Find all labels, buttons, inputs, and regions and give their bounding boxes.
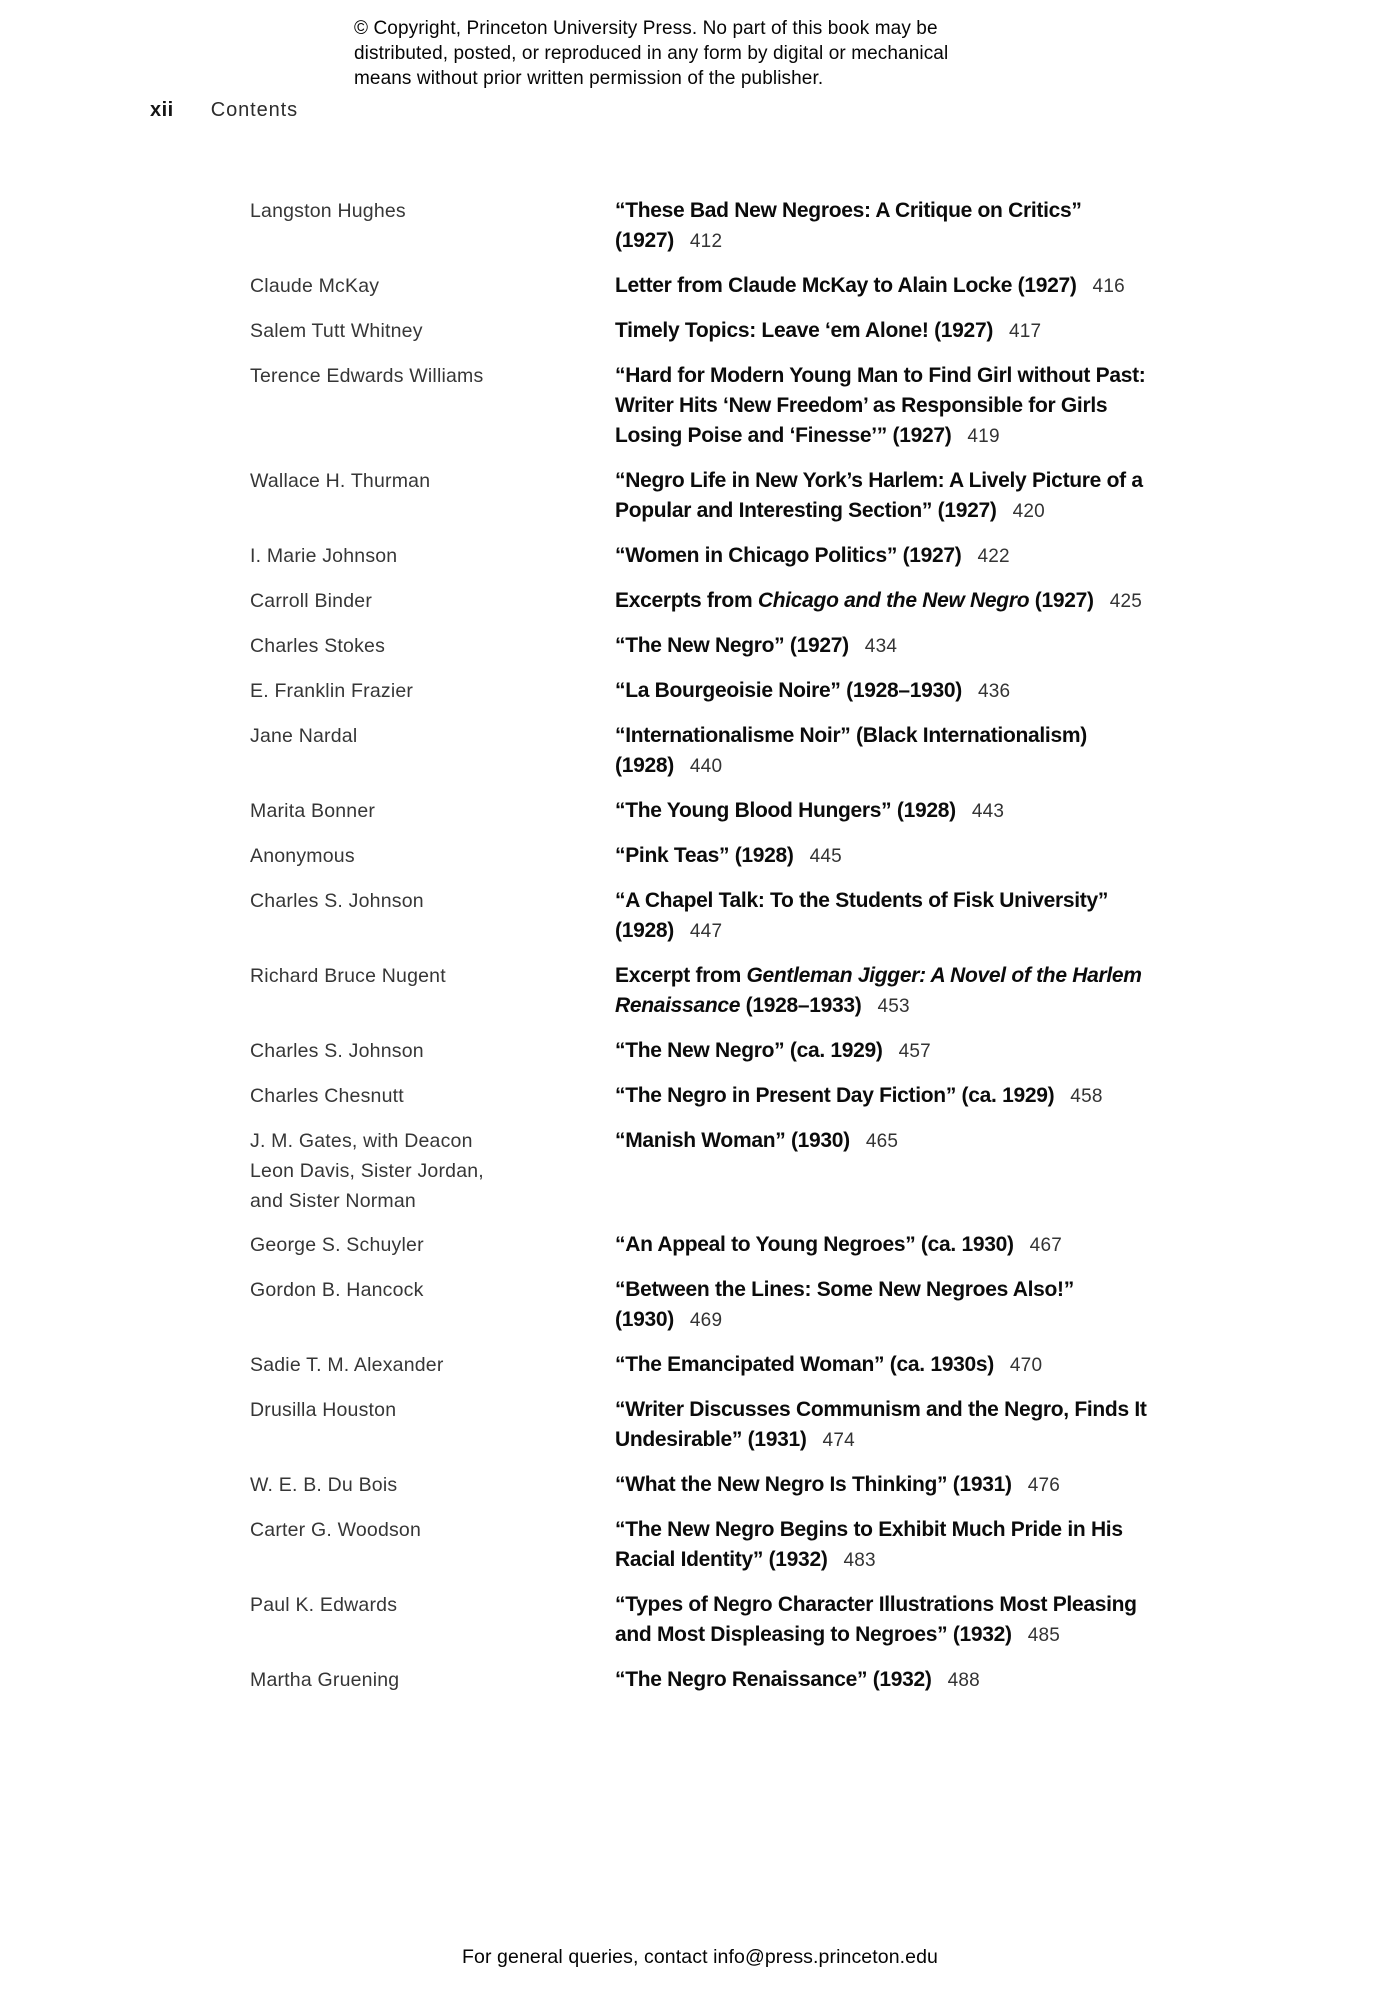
toc-author-line: Sadie T. M. Alexander (250, 1354, 444, 1376)
copyright-line: © Copyright, Princeton University Press. No part of this book may be (354, 18, 938, 39)
toc-author (250, 886, 615, 916)
toc-title-line (615, 1350, 1042, 1381)
toc-title-line (615, 796, 1004, 827)
toc-entry (250, 316, 1210, 347)
toc-author (250, 721, 615, 751)
toc-author-line: Claude McKay (250, 275, 380, 297)
toc-author-line: Leon Davis, Sister Jordan, (250, 1160, 484, 1182)
toc-title-text: (1927) (615, 229, 674, 252)
toc-title-text: “The Young Blood Hungers” (1928) (615, 799, 956, 822)
toc-page-number: 469 (689, 1310, 723, 1331)
toc-title-text: “Manish Woman” (1930) (615, 1129, 850, 1152)
toc-entry (250, 721, 1210, 782)
toc-title (615, 631, 897, 662)
toc-title-line (615, 316, 1041, 347)
toc-title (615, 841, 842, 872)
copyright-line: distributed, posted, or reproduced in any form by digital or mechanical (354, 43, 949, 64)
toc-page-number: 476 (1027, 1475, 1060, 1496)
toc-page-number: 440 (689, 756, 723, 777)
toc-entry (250, 1470, 1210, 1501)
toc-title-text: “The New Negro” (1927) (615, 634, 849, 657)
toc-title-text: Racial Identity” (1932) (615, 1548, 828, 1571)
toc-title-text: Letter from Claude McKay to Alain Locke (1927) (615, 274, 1077, 297)
toc-title-text: “These Bad New Negroes: A Critique on Critics” (615, 199, 1082, 222)
toc-title-text: “Pink Teas” (1928) (615, 844, 794, 867)
toc-entry (250, 1036, 1210, 1067)
toc-title-text: “The Negro in Present Day Fiction” (ca. 1929) (615, 1084, 1055, 1107)
toc-title-text: “The Negro Renaissance” (1932) (615, 1668, 932, 1691)
toc-entry (250, 676, 1210, 707)
toc-title-line (615, 541, 1010, 572)
toc-title-line (615, 1425, 1147, 1456)
toc-page-number: 453 (877, 996, 910, 1017)
toc-title-text: “Types of Negro Character Illustrations Most Pleasing (615, 1593, 1137, 1616)
toc-author (250, 1515, 615, 1545)
toc-title (615, 1395, 1147, 1456)
toc-author-line: Charles S. Johnson (250, 1040, 424, 1062)
section-title: Contents (210, 99, 298, 121)
toc-title (615, 1230, 1062, 1261)
toc-title-line (615, 196, 1082, 226)
toc-title-line (615, 391, 1145, 421)
toc-author-line: Paul K. Edwards (250, 1594, 398, 1616)
toc-author (250, 676, 615, 706)
toc-entry (250, 1590, 1210, 1651)
toc-page-number: 417 (1009, 321, 1042, 342)
toc-author (250, 541, 615, 571)
toc-entry (250, 466, 1210, 527)
copyright-line: means without prior written permission of the publisher. (354, 68, 824, 89)
toc-title-text: “Hard for Modern Young Man to Find Girl without Past: (615, 364, 1146, 387)
toc-title-text: (1927) (1029, 589, 1094, 612)
toc-entry (250, 361, 1210, 452)
toc-title-text: “The New Negro Begins to Exhibit Much Pride in His (615, 1518, 1123, 1541)
toc-entry (250, 796, 1210, 827)
toc-entry (250, 196, 1210, 257)
toc-page-number: 422 (977, 546, 1010, 567)
toc-title-text: Losing Poise and ‘Finesse’” (1927) (615, 424, 952, 447)
toc-title (615, 271, 1125, 302)
copyright-notice (354, 16, 948, 91)
toc-title (615, 676, 1010, 707)
toc-author (250, 796, 615, 826)
toc-author (250, 1590, 615, 1620)
toc-title-text: Excerpt from (615, 964, 747, 987)
toc-title-text: Writer Hits ‘New Freedom’ as Responsible for Girls (615, 394, 1108, 417)
toc-page-number: 467 (1029, 1235, 1062, 1256)
toc-page-number: 470 (1009, 1355, 1043, 1376)
toc-title-text: “La Bourgeoisie Noire” (1928–1930) (615, 679, 962, 702)
toc-page-number: 485 (1027, 1625, 1061, 1646)
toc-title-text: (1928) (615, 919, 674, 942)
toc-title (615, 886, 1108, 947)
toc-author-line: Carroll Binder (250, 590, 373, 612)
toc-title-line (615, 226, 1082, 257)
toc-title-text: Popular and Interesting Section” (1927) (615, 499, 997, 522)
toc-author (250, 1230, 615, 1260)
toc-title-text: “The New Negro” (ca. 1929) (615, 1039, 883, 1062)
toc-title-text: and Most Displeasing to Negroes” (1932) (615, 1623, 1012, 1646)
toc-author (250, 1036, 615, 1066)
toc-entry (250, 631, 1210, 662)
toc-page-number: 412 (689, 231, 723, 252)
toc-title-line (615, 721, 1087, 751)
toc-title-line (615, 631, 897, 662)
toc-title-line (615, 466, 1143, 496)
toc-page-number: 474 (822, 1430, 855, 1451)
toc-page-number: 419 (967, 426, 1000, 447)
toc-title-text: “Women in Chicago Politics” (1927) (615, 544, 962, 567)
toc-entry (250, 886, 1210, 947)
toc-title (615, 1350, 1042, 1381)
toc-title (615, 1665, 980, 1696)
toc-title (615, 1126, 898, 1157)
toc-title-line (615, 841, 842, 872)
toc-author (250, 1665, 615, 1695)
toc-entry (250, 586, 1210, 617)
toc-title-italic-text: Chicago and the New Negro (757, 589, 1030, 612)
toc-author (250, 1395, 615, 1425)
toc-page-number: 420 (1012, 501, 1045, 522)
toc-entry (250, 841, 1210, 872)
toc-page-number: 425 (1109, 591, 1142, 612)
toc-title-line (615, 586, 1142, 617)
toc-title-text: Undesirable” (1931) (615, 1428, 807, 1451)
toc-entry (250, 961, 1210, 1022)
toc-author (250, 1081, 615, 1111)
toc-title-text: (1928) (615, 754, 674, 777)
toc-title (615, 1515, 1123, 1576)
toc-author (250, 586, 615, 616)
toc-title-line (615, 1305, 1074, 1336)
toc-title-line (615, 751, 1087, 782)
toc-page-number: 488 (947, 1670, 980, 1691)
toc-author-line: W. E. B. Du Bois (250, 1474, 398, 1496)
toc-list (250, 196, 1210, 1710)
toc-title-text: “Internationalisme Noir” (Black Internationalism) (615, 724, 1087, 747)
toc-title-italic-text: Renaissance (615, 994, 741, 1017)
toc-entry (250, 1665, 1210, 1696)
toc-title-text: “What the New Negro Is Thinking” (1931) (615, 1473, 1012, 1496)
toc-title-text: “Writer Discusses Communism and the Negro, Finds It (615, 1398, 1147, 1421)
toc-title-line (615, 916, 1108, 947)
toc-title-line (615, 421, 1145, 452)
toc-author-line: George S. Schuyler (250, 1234, 424, 1256)
toc-author (250, 361, 615, 391)
toc-title-line (615, 496, 1143, 527)
toc-title-text: “Between the Lines: Some New Negroes Also!” (615, 1278, 1074, 1301)
toc-author-line: Marita Bonner (250, 800, 376, 822)
toc-title (615, 1081, 1103, 1112)
page-folio: xii (150, 99, 174, 121)
toc-author-line: Wallace H. Thurman (250, 470, 431, 492)
toc-author (250, 961, 615, 991)
toc-entry (250, 1081, 1210, 1112)
toc-author (250, 1350, 615, 1380)
toc-author-line: Jane Nardal (250, 725, 358, 747)
toc-author (250, 1126, 615, 1216)
toc-entry (250, 271, 1210, 302)
toc-author (250, 841, 615, 871)
toc-author (250, 1275, 615, 1305)
toc-title-text: (1928–1933) (740, 994, 862, 1017)
toc-title (615, 541, 1010, 572)
toc-author-line: I. Marie Johnson (250, 545, 398, 567)
toc-title (615, 196, 1082, 257)
toc-author-line: Anonymous (250, 845, 355, 867)
toc-page-number: 443 (971, 801, 1005, 822)
toc-title-line (615, 886, 1108, 916)
toc-title-line (615, 991, 1142, 1022)
toc-title-line (615, 961, 1142, 991)
toc-entry (250, 1275, 1210, 1336)
toc-page-number: 436 (977, 681, 1011, 702)
toc-author-line: Martha Gruening (250, 1669, 400, 1691)
toc-author-line: and Sister Norman (250, 1190, 416, 1212)
toc-title (615, 466, 1143, 527)
toc-title-italic-text: Gentleman Jigger: A Novel of the Harlem (746, 964, 1142, 987)
toc-title-line (615, 1126, 898, 1157)
toc-author (250, 316, 615, 346)
toc-title-line (615, 1665, 980, 1696)
toc-title-text: “Negro Life in New York’s Harlem: A Lively Picture of a (615, 469, 1143, 492)
toc-page-number: 445 (809, 846, 842, 867)
toc-title-text: (1930) (615, 1308, 674, 1331)
toc-title-line (615, 676, 1010, 707)
toc-title-line (615, 1395, 1147, 1425)
toc-title (615, 1275, 1074, 1336)
toc-author (250, 271, 615, 301)
toc-page-number: 447 (689, 921, 723, 942)
toc-title-line (615, 1081, 1103, 1112)
toc-title-line (615, 361, 1145, 391)
toc-title (615, 316, 1041, 347)
toc-title-text: Excerpts from (615, 589, 758, 612)
toc-title-text: Timely Topics: Leave ‘em Alone! (1927) (615, 319, 994, 342)
toc-author-line: Charles Stokes (250, 635, 386, 657)
toc-author-line: J. M. Gates, with Deacon (250, 1130, 473, 1152)
toc-title-line (615, 1230, 1062, 1261)
toc-author-line: Carter G. Woodson (250, 1519, 422, 1541)
toc-author (250, 466, 615, 496)
toc-title-text: “An Appeal to Young Negroes” (ca. 1930) (615, 1233, 1014, 1256)
toc-title-line (615, 1590, 1137, 1620)
toc-author-line: Charles Chesnutt (250, 1085, 404, 1107)
toc-page-number: 457 (898, 1041, 931, 1062)
toc-entry (250, 1395, 1210, 1456)
toc-title-line (615, 1036, 931, 1067)
toc-author (250, 1470, 615, 1500)
toc-entry (250, 1515, 1210, 1576)
toc-page-number: 458 (1070, 1086, 1103, 1107)
toc-title (615, 721, 1087, 782)
toc-title (615, 796, 1004, 827)
toc-title-line (615, 1620, 1137, 1651)
toc-entry (250, 1230, 1210, 1261)
toc-title (615, 586, 1142, 617)
toc-page-number: 483 (843, 1550, 876, 1571)
toc-entry (250, 1126, 1210, 1216)
toc-author-line: Richard Bruce Nugent (250, 965, 446, 987)
toc-title (615, 1036, 931, 1067)
running-header (150, 99, 298, 122)
toc-author-line: Charles S. Johnson (250, 890, 424, 912)
toc-author-line: E. Franklin Frazier (250, 680, 414, 702)
toc-title-text: “A Chapel Talk: To the Students of Fisk University” (615, 889, 1109, 912)
toc-page-number: 465 (865, 1131, 899, 1152)
toc-title-text: “The Emancipated Woman” (ca. 1930s) (615, 1353, 994, 1376)
toc-page-number: 434 (864, 636, 898, 657)
toc-title-line (615, 1515, 1123, 1545)
toc-title-line (615, 271, 1125, 302)
toc-author (250, 196, 615, 226)
toc-title-line (615, 1470, 1060, 1501)
toc-title (615, 961, 1142, 1022)
toc-author-line: Drusilla Houston (250, 1399, 397, 1421)
toc-entry (250, 541, 1210, 572)
toc-title (615, 361, 1145, 452)
queries-contact-line: For general queries, contact info@press.princeton.edu (461, 1946, 939, 1968)
toc-author-line: Salem Tutt Whitney (250, 320, 423, 342)
toc-author (250, 631, 615, 661)
toc-page-number: 416 (1092, 276, 1125, 297)
toc-author-line: Gordon B. Hancock (250, 1279, 424, 1301)
toc-entry (250, 1350, 1210, 1381)
toc-title (615, 1590, 1137, 1651)
toc-author-line: Langston Hughes (250, 200, 406, 222)
toc-title-line (615, 1545, 1123, 1576)
toc-author-line: Terence Edwards Williams (250, 365, 484, 387)
toc-title (615, 1470, 1060, 1501)
toc-title-line (615, 1275, 1074, 1305)
